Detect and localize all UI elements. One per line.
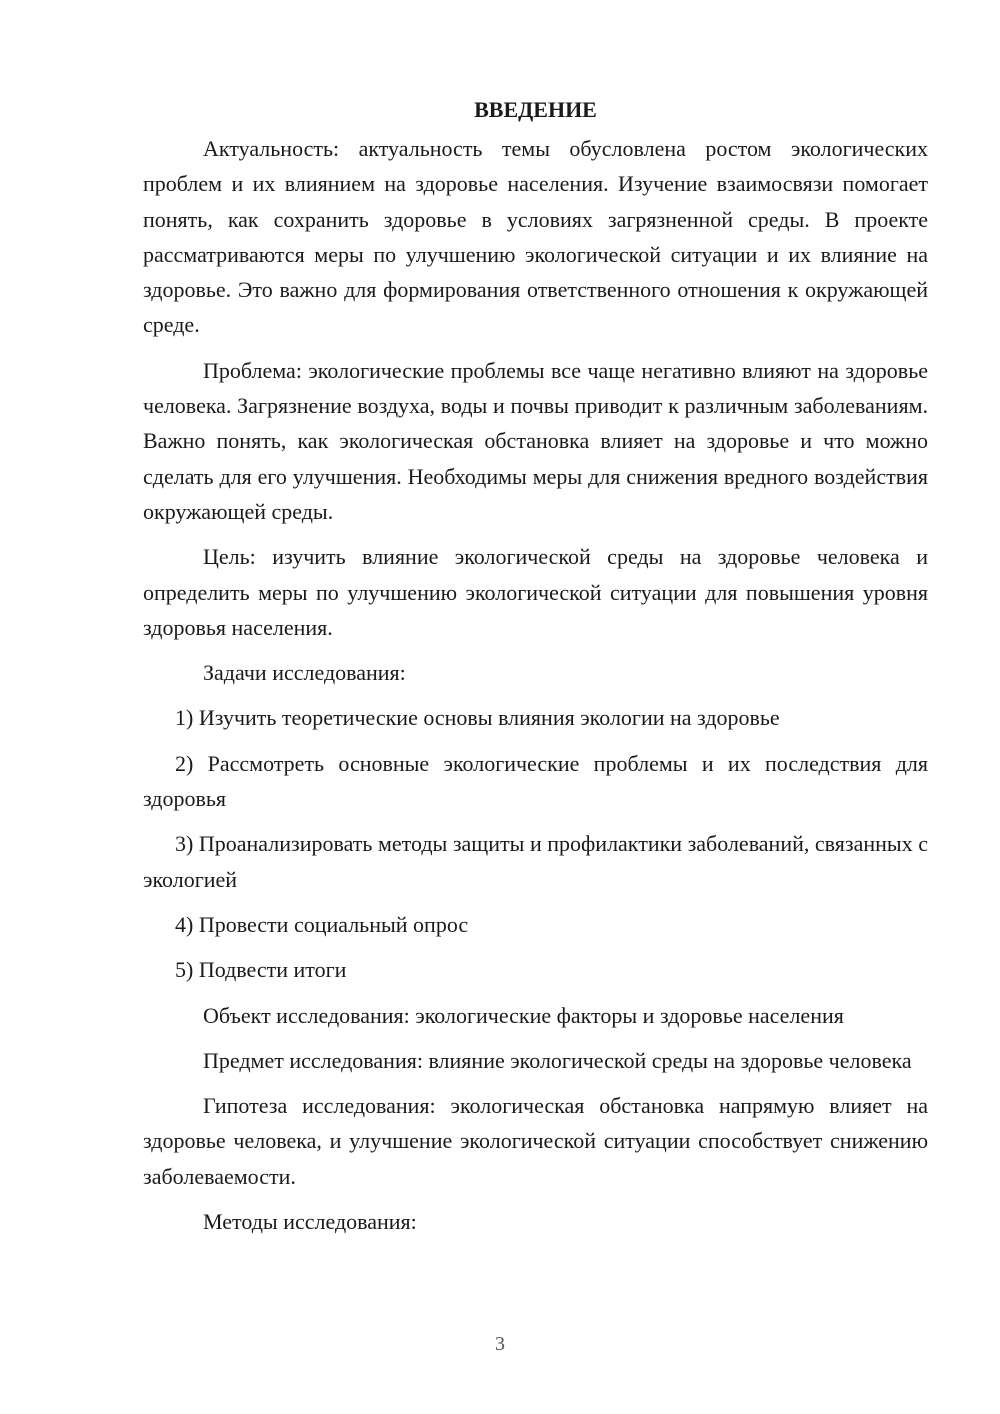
paragraph-problem: Проблема: экологические проблемы все чаще негативно влияют на здоровье человека. Загрязнение воздуха, воды и почвы приводит к различным заболеваниям. Важно понять, как экологическая обстановка влияет на здоровье и что можно сделать для его улучшения. Необходимы меры для снижения вредного воздействия окружающей среды.	[143, 357, 928, 524]
paragraph-methods: Методы исследования:	[203, 1209, 417, 1235]
tasks-heading: Задачи исследования:	[203, 660, 406, 686]
page-number: 3	[495, 1333, 505, 1355]
task-item-5: 5) Подвести итоги	[175, 957, 347, 983]
paragraph-goal: Цель: изучить влияние экологической среды на здоровье человека и определить меры по улучшению экологической ситуации для повышения уровня здоровья населения.	[143, 544, 928, 640]
paragraph-subject: Предмет исследования: влияние экологической среды на здоровье человека	[203, 1047, 912, 1073]
paragraph-hypothesis: Гипотеза исследования: экологическая обстановка напрямую влияет на здоровье человека, и улучшение экологической ситуации способствует снижению заболеваемости.	[143, 1093, 928, 1189]
task-item-3: 3) Проанализировать методы защиты и профилактики заболеваний, связанных с экологией	[143, 831, 928, 892]
paragraph-relevance: Актуальность: актуальность темы обусловлена ростом экологических проблем и их влиянием на здоровье населения. Изучение взаимосвязи помогает понять, как сохранить здоровье в условиях загрязненной среды. В проекте рассматриваются меры по улучшению экологической ситуации и их влияние на здоровье. Это важно для формирования ответственного отношения к окружающей среде.	[143, 136, 928, 338]
paragraph-object: Объект исследования: экологические факторы и здоровье населения	[203, 1002, 844, 1028]
task-item-1: 1) Изучить теоретические основы влияния экологии на здоровье	[175, 705, 780, 731]
document-page	[143, 92, 928, 1249]
task-item-2: 2) Рассмотреть основные экологические проблемы и их последствия для здоровья	[143, 750, 928, 812]
section-title: ВВЕДЕНИЕ	[474, 97, 597, 122]
task-item-4: 4) Провести социальный опрос	[175, 911, 469, 937]
